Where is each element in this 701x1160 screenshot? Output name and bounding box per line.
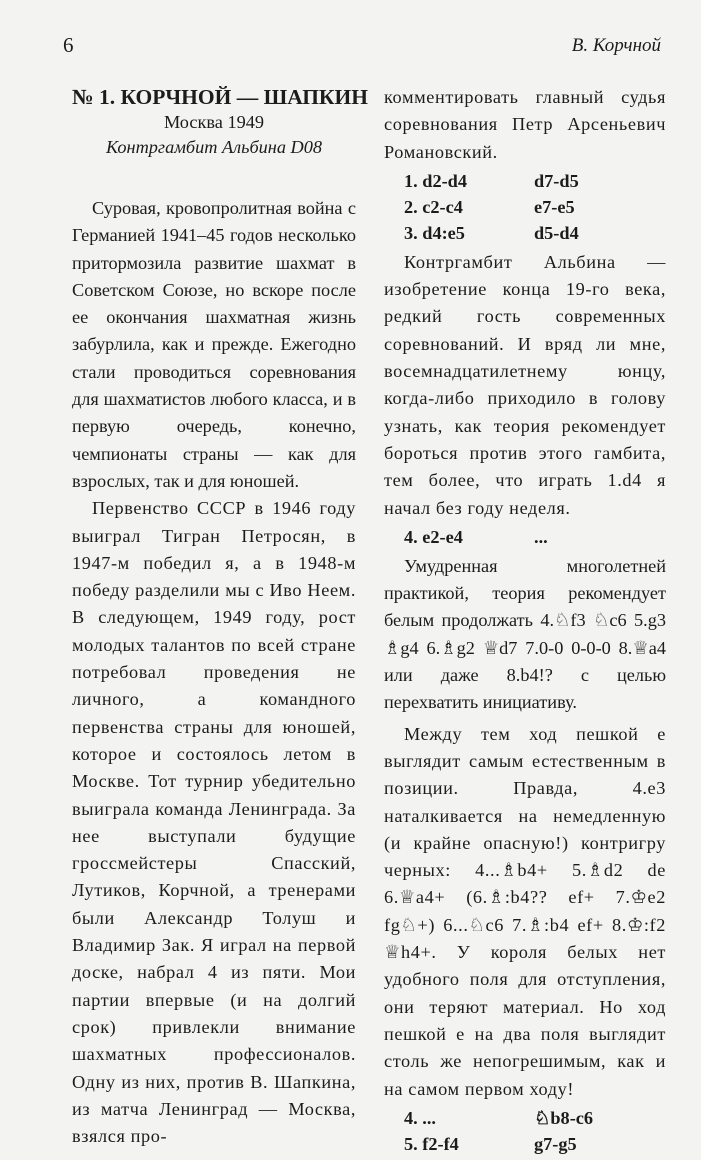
move-row xyxy=(384,524,666,550)
black-move: d7-d5 xyxy=(534,170,579,191)
white-move: 4. e2-e4 xyxy=(404,526,463,547)
move-list-1 xyxy=(384,168,666,246)
game-place: Москва 1949 xyxy=(163,112,265,132)
paragraph-albin-comment: Контргамбит Альбина — изобретение конца 19-го века, редкий гость современных соревнований. И вряд ли мне, восемнадцатилетнему юнцу, когда-либо приходило в голову узнать, как теория рекомендует бороться против этого гамбита, тем более, что играть 1.d4 я начал без году неделя. xyxy=(384,251,666,518)
game-opening: Контргамбит Альбина D08 xyxy=(105,137,323,157)
move-row xyxy=(384,220,666,246)
move-row xyxy=(384,168,666,194)
black-move: d5-d4 xyxy=(534,222,579,243)
white-move: 4. ... xyxy=(404,1107,436,1128)
right-column xyxy=(384,84,666,1160)
white-move: 5. f2-f4 xyxy=(404,1133,459,1154)
paragraph-championship: Первенство СССР в 1946 году выиграл Тигран Петросян, в 1947-м победил я, а в 1948-м победу разделили мы с Иво Неем. В следующем, 1949 году, рост молодых талантов по всей стране потребовал проведения не личного, а командного первенства страны для юношей, которое и состоялось летом в Москве. Тот турнир убедительно выиграла команда Ленинграда. За нее выступали будущие гроссмейстеры Спасский, Лутиков, Корчной, а тренерами были Александр Толуш и Владимир Зак. Я играл на первой доске, набрал 4 из пяти. Мои партии впервые (и на долгий срок) привлекли внимание шахматных профессионалов. Одну из них, против В. Шапкина, из матча Ленинград — Москва, взялся про- xyxy=(72,498,356,1147)
move-list-3 xyxy=(384,1105,666,1157)
paragraph-intro: Суровая, кровопролитная война с Германией 1941–45 годов несколько притормозила развитие шахмат в Советском Союзе, но вскоре после ее окончания шахматная жизнь забурлила, как и прежде. Ежегодно стали проводиться соревнования для шахматистов любого класса, и в первую очередь, конечно, чемпионаты страны — как для взрослых, так и для юношей. xyxy=(72,198,356,491)
black-move: g7-g5 xyxy=(534,1133,577,1154)
white-move: 1. d2-d4 xyxy=(404,170,467,191)
paragraph-pawn-move: Между тем ход пешкой e выглядит самым естественным в позиции. Правда, 4.e3 наталкивается на немедленную (и крайне опасную!) контригру черных: 4...♗b4+ 5.♗d2 de 6.♕a4+ (6.♗:b4?? ef+ 7.♔e2 fg♘+) 6...♘c6 7.♗:b4 ef+ 8.♔:f2 ♕h4+. У короля белых нет удобного поля для отступления, они теряют материал. Но ход пешкой e на два поля выглядит столь же непогрешимым, как и на самом первом ходу! xyxy=(384,723,666,1099)
black-move: e7-e5 xyxy=(534,196,575,217)
white-move: 2. c2-c4 xyxy=(404,196,463,217)
page-number: 6 xyxy=(63,33,74,57)
paragraph-theory: Умудренная многолетней практикой, теория рекомендует белым продолжать 4.♘f3 ♘c6 5.g3 ♗g4 6.♗g2 ♕d7 7.0-0 0-0-0 8.♕a4 или даже 8.b4!? с целью перехватить инициативу. xyxy=(384,555,666,713)
game-title: № 1. КОРЧНОЙ — ШАПКИН xyxy=(72,85,368,109)
black-move: ♘b8-c6 xyxy=(534,1107,594,1128)
left-column xyxy=(72,84,368,1150)
paragraph-continuation: комментировать главный судья соревнования Петр Арсеньевич Романовский. xyxy=(384,87,666,162)
white-move: 3. d4:e5 xyxy=(404,222,465,243)
black-move: ... xyxy=(534,526,548,547)
move-row xyxy=(384,1105,666,1131)
move-row xyxy=(384,1131,666,1157)
move-list-2 xyxy=(384,524,666,550)
move-row xyxy=(384,194,666,220)
running-head: В. Корчной xyxy=(571,35,661,56)
